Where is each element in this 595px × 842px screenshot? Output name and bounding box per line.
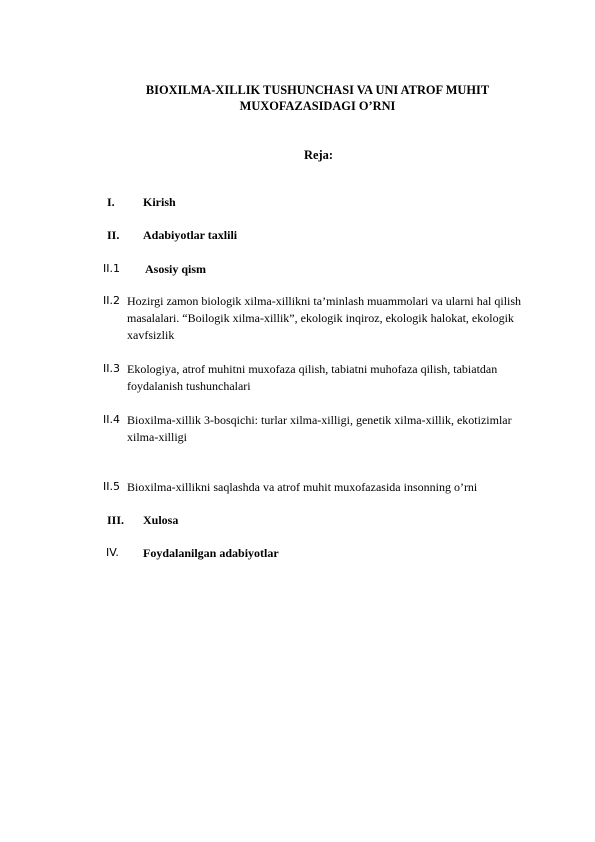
title-line-1: BIOXILMA-XILLIK TUSHUNCHASI VA UNI ATROF MUHIT	[145, 83, 490, 97]
plan-item-text: Xulosa	[143, 513, 179, 527]
plan-heading: Reja:	[304, 148, 333, 162]
plan-item-text-content: Bioxilma-xillik 3-bosqichi: turlar xilma-xilligi, genetik xilma-xillik, ekotizimlar xilma-xilligi	[127, 413, 512, 444]
plan-item-text-content: Hozirgi zamon biologik xilma-xillikni ta’minlash muammolari va ularni hal qilish masalalari. “Boilogik xilma-xillik”, ekologik inqiroz, ekologik halokat, ekologik xavfsizlik	[127, 294, 522, 342]
plan-item-text: Foydalanilgan adabiyotlar	[143, 546, 279, 560]
plan-item-number: I.	[107, 195, 115, 209]
plan-item-text: Bioxilma-xillikni saqlashda va atrof muhit muxofazasida insonning o’rni	[127, 480, 478, 494]
plan-item-number: III.	[107, 513, 125, 527]
title-line-2: MUXOFAZASIDAGI O’RNI	[239, 99, 396, 113]
plan-item-number: II.	[107, 228, 120, 242]
plan-item-number: II.1	[103, 262, 120, 275]
plan-item-number: II.4	[103, 413, 120, 426]
plan-item-number: II.2	[103, 294, 120, 307]
plan-item-text: Kirish	[143, 195, 176, 209]
plan-item-text	[127, 361, 517, 395]
plan-item-number: II.5	[103, 480, 120, 493]
plan-item-text	[127, 412, 517, 446]
plan-item-number: IV.	[106, 546, 119, 559]
plan-item-text	[127, 293, 557, 344]
plan-item-text-content: Ekologiya, atrof muhitni muxofaza qilish, tabiatni muhofaza qilish, tabiatdan foydalanish tushunchalari	[127, 362, 498, 393]
plan-item-text: Adabiyotlar taxlili	[143, 228, 238, 242]
document-title	[0, 82, 595, 114]
plan-item-number: II.3	[103, 362, 120, 375]
plan-item-text: Asosiy qism	[145, 262, 207, 276]
